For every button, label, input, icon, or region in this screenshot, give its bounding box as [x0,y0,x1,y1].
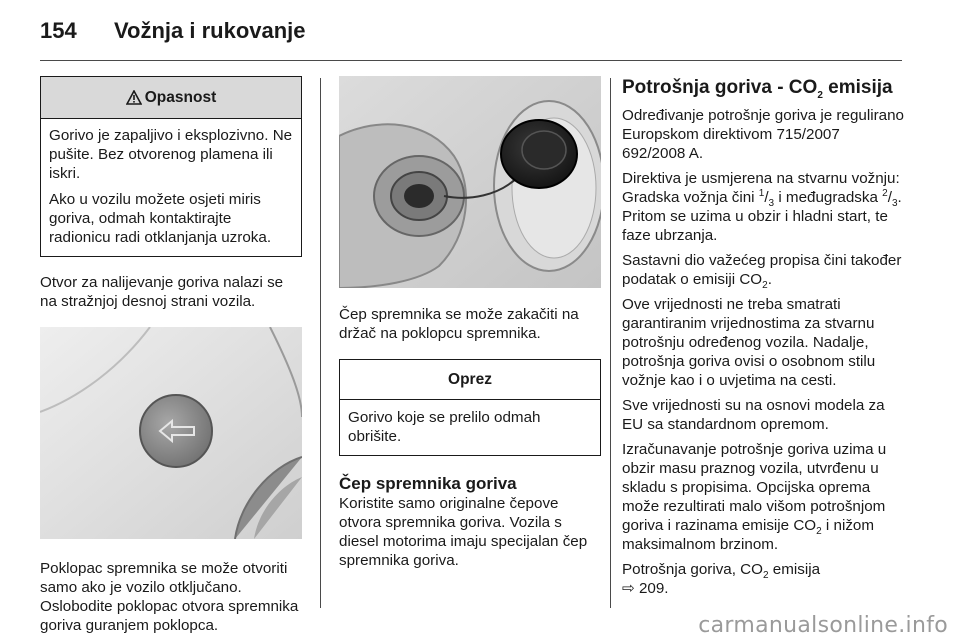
co2-title-suffix: emisija [822,77,893,98]
chapter-title: Vožnja i rukovanje [114,18,306,43]
danger-text-1: Gorivo je zapaljivo i eksplozivno. Ne pušite. Bez otvorenog plamena ili iskri. [49,127,293,182]
page-number: 154 [40,18,77,43]
cross-reference-text [622,560,904,598]
cross-reference-part-b: emisija [768,561,821,578]
co2-regulation-text [622,251,904,292]
caution-box [339,359,601,456]
page-reference-link[interactable]: 209. [638,580,669,597]
column-2 [339,76,601,570]
fraction-2-denominator: 3 [891,198,898,210]
fuel-cap-section-text: Koristite samo originalne čepove otvora spremnika goriva. Vozila s diesel motorima imaju specijalan čep spremnika goriva. [339,495,588,569]
fraction-2-numerator: 2 [882,187,888,199]
driving-cycle-text: Direktiva je usmjerena na stvarnu vožnju: Gradska vožnja čini $^1/_3$ i međugradska $^2/_3$. Pritom se uzima u obzir i hladni start, te faze ubrzanja. [622,170,902,244]
fraction-1-denominator: 3 [768,198,775,210]
caution-box-title: Oprez [340,360,600,400]
driving-cycle-part-c: . Pritom se uzima u obzir i hladni start, te faze ubrzanja. [622,189,902,244]
co2-title-text: Potrošnja goriva - CO [622,77,818,98]
co2-regulation-part-a: Sastavni dio važećeg propisa čini također podatak o emisiji CO [622,252,902,288]
calculation-subscript: 2 [816,526,822,538]
danger-text-2: Ako u vozilu možete osjeti miris goriva, odmah kontaktirajte radionicu radi otklanjanja uzroka. [49,191,272,246]
danger-box-title: Opasnost [144,88,217,106]
co2-regulation-subscript: 2 [762,280,768,292]
co2-title-subscript: 2 [817,89,823,101]
calculation-part-b: i nižom maksimalnom brzinom. [622,517,875,553]
driving-cycle-part-a: Direktiva je usmjerena na stvarnu vožnju: Gradska vožnja čini [622,170,900,206]
fuel-cap-section-title: Čep spremnika goriva [339,474,517,493]
page-header [40,18,306,48]
danger-box-body [41,119,301,256]
cap-holder-text: Čep spremnika se može zakačiti na držač na poklopcu spremnika. [339,306,579,342]
caution-box-body [340,400,600,455]
watermark: carmanualsonline.info [698,613,948,638]
co2-section-title [622,76,904,100]
cross-reference-subscript: 2 [762,570,769,582]
column-3 [622,76,904,598]
values-disclaimer-text: Ove vrijednosti ne treba smatrati garantiranim vrijednostima za stvarnu potrošnju određenog vozila. Nadalje, potrošnja goriva ovisi o osobnom stilu vožnje kao i o uvjetima na cesti. [622,296,876,389]
fuel-filler-location-text: Otvor za nalijevanje goriva nalazi se na stražnjoj desnoj strani vozila. [40,274,284,310]
danger-box [40,76,302,257]
warning-triangle-icon [126,90,142,105]
page-reference-arrow-icon: ⇨ [622,580,635,597]
calculation-text [622,440,904,554]
column-divider-1 [320,78,321,608]
driving-cycle-part-b: i međugradska [774,189,883,206]
column-1 [40,76,302,635]
fuel-cap-photo [339,76,601,288]
header-rule [40,60,902,61]
cross-reference-part-a: Potrošnja goriva, CO [622,561,763,578]
directive-text: Određivanje potrošnje goriva je regulirano Europskom direktivom 715/2007 692/2008 A. [622,107,904,162]
co2-regulation-part-b: . [767,271,772,288]
column-divider-2 [610,78,611,608]
caution-text: Gorivo koje se prelilo odmah obrišite. [348,409,541,445]
fraction-1-numerator: 1 [758,187,765,199]
calculation-part-a: Izračunavanje potrošnje goriva uzima u obzir masu praznog vozila, utvrđenu u skladu s propisima. Opcijska oprema može rezultirati malo višom potrošnjom goriva i razinama emisije CO [622,441,887,534]
eu-model-text: Sve vrijednosti su na osnovi modela za EU sa standardnom opremom. [622,397,885,433]
fuel-flap-photo [40,327,302,539]
flap-opening-text: Poklopac spremnika se može otvoriti samo ako je vozilo otključano. Oslobodite poklopac otvora spremnika goriva guranjem poklopca. [40,560,299,634]
danger-box-header [41,77,301,119]
